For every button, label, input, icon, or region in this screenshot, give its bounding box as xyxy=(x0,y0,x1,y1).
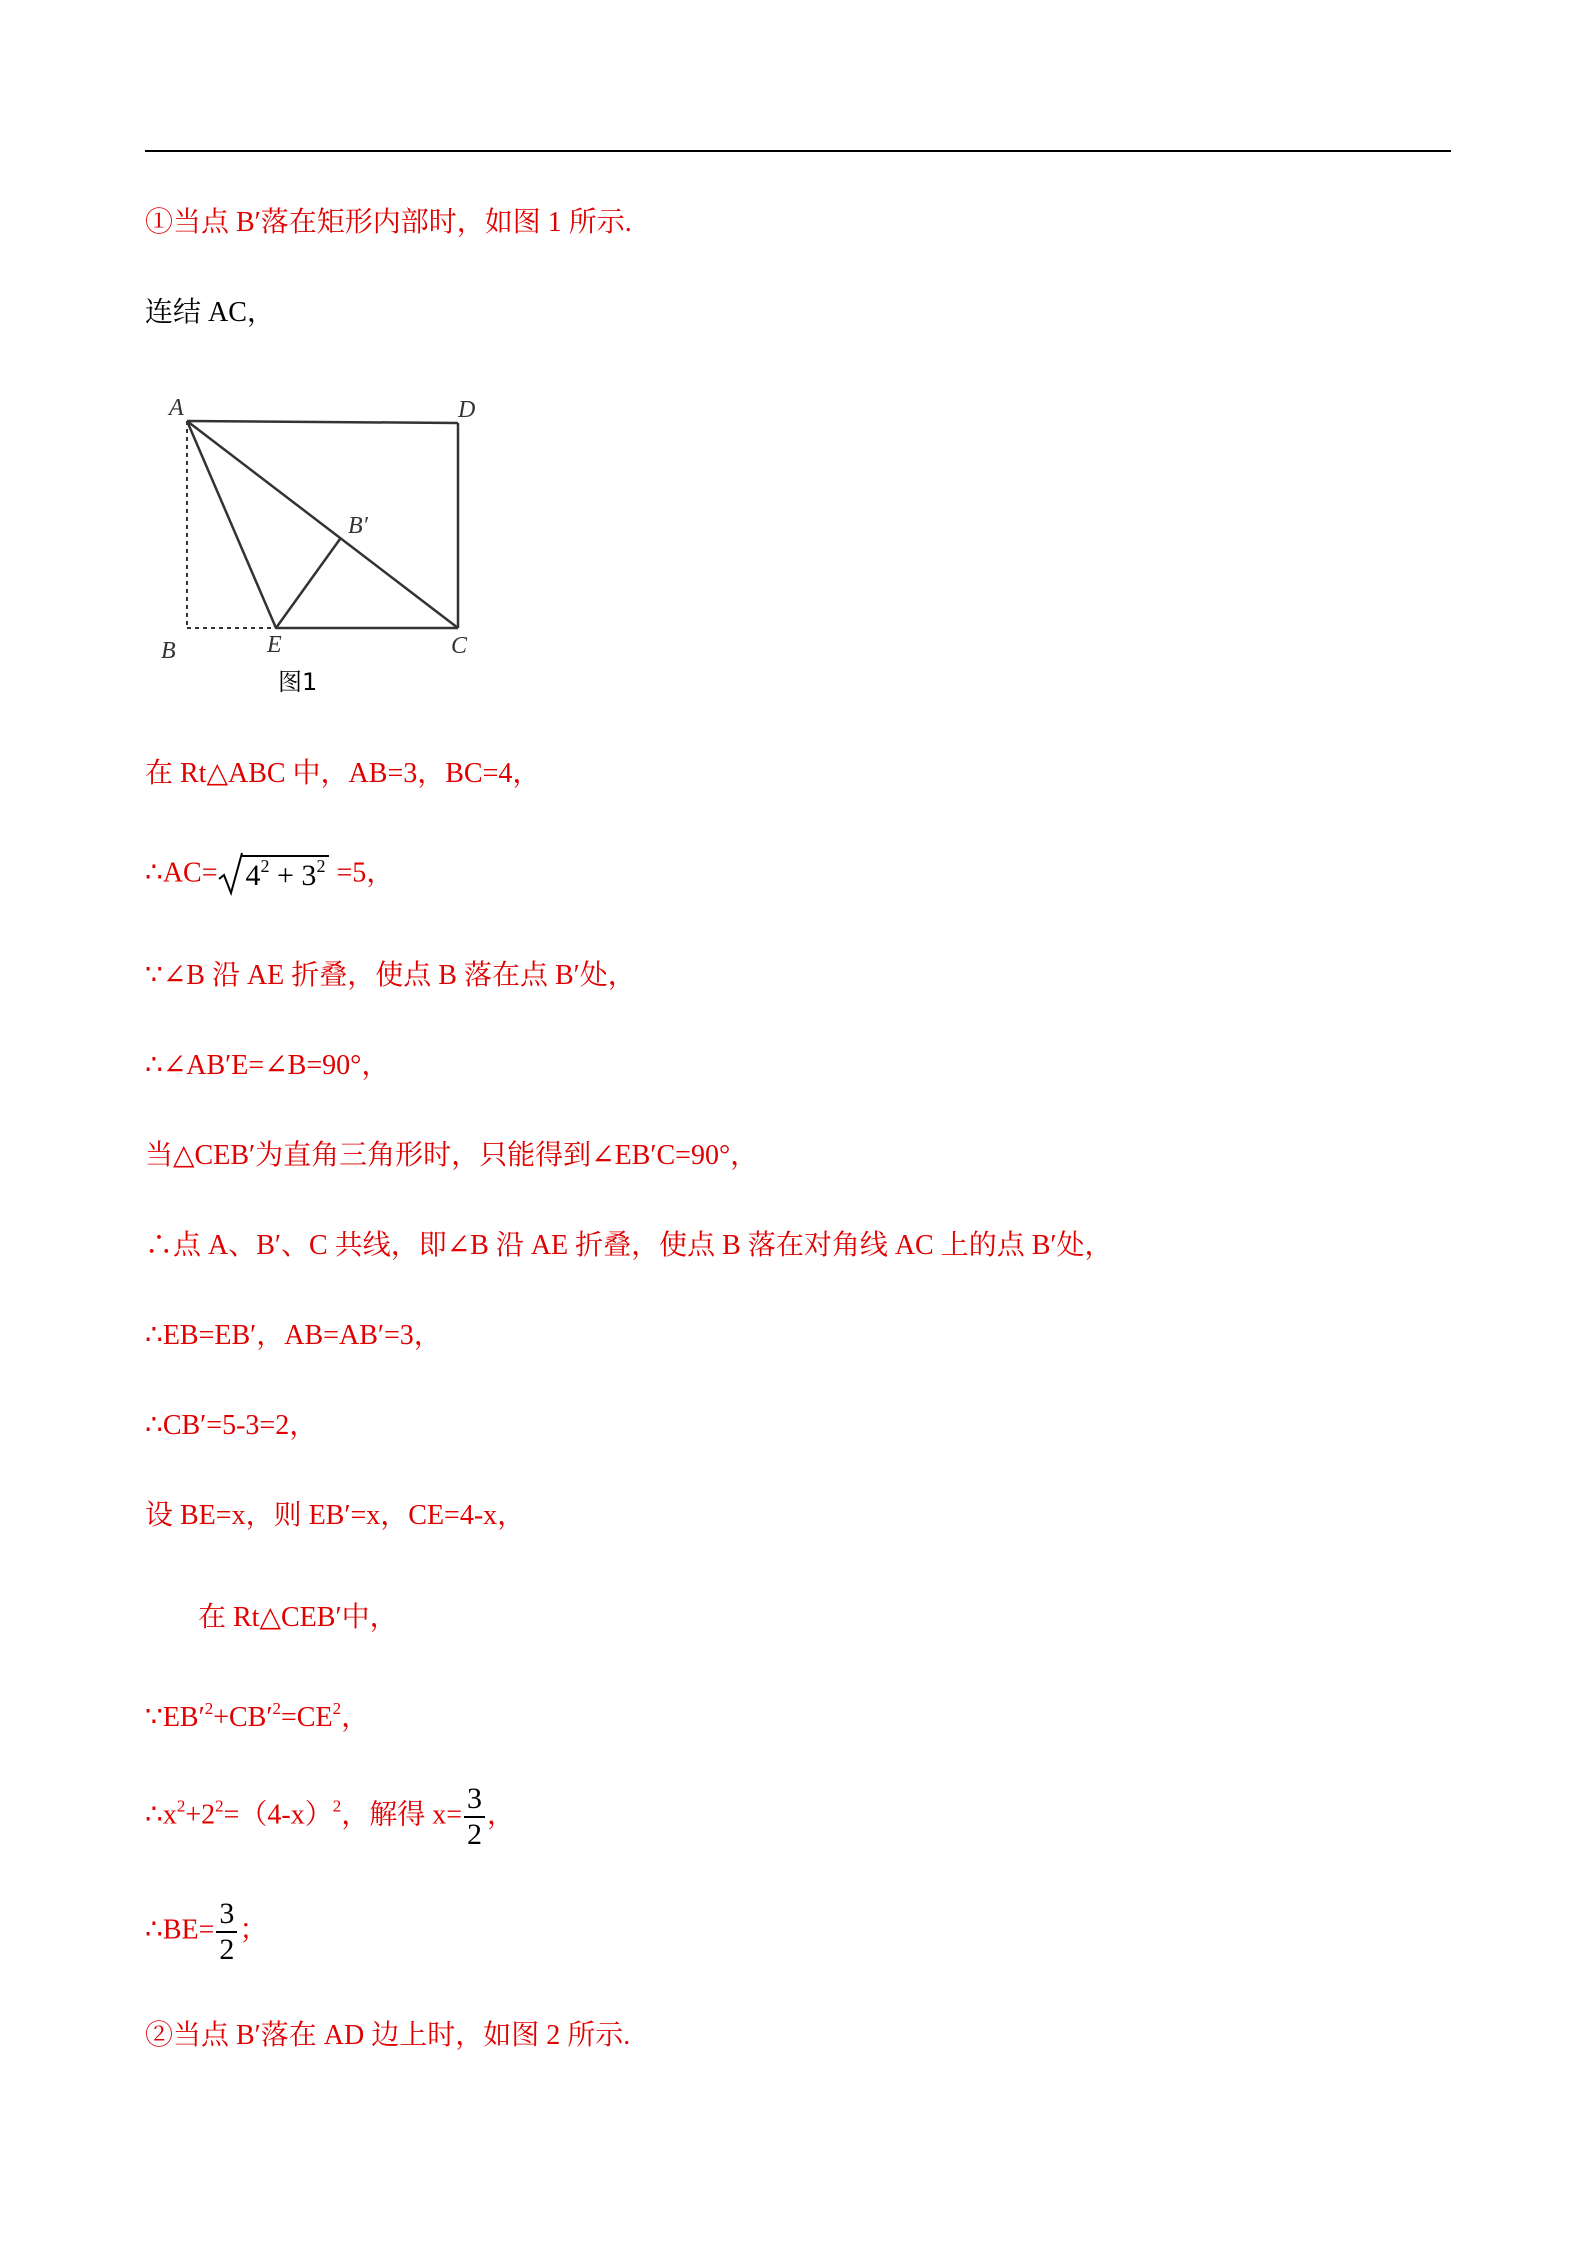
cb-eq-line: ∴CB′=5-3=2， xyxy=(145,1410,318,1441)
ac-prefix: ∴AC= xyxy=(145,857,218,889)
ac-equation xyxy=(145,855,394,895)
label-c: C xyxy=(451,633,468,659)
collinear-line: ∴点 A、B′、C 共线，即∠B 沿 AE 折叠，使点 B 落在对角线 AC 上的点 B′处， xyxy=(145,1230,1113,1261)
ac-suffix: =5， xyxy=(329,857,395,889)
case1-intro: ①当点 B′落在矩形内部时，如图 1 所示. xyxy=(145,207,632,238)
fraction-x: $\frac{3}{2}$ xyxy=(464,1782,485,1852)
in-rt-abc-line: 在 Rt△ABC 中，AB=3，BC=4， xyxy=(145,758,541,789)
figure-1 xyxy=(155,385,500,705)
sqrt-expression: $4^2 + 3^2$ xyxy=(218,855,330,895)
label-b-prime: B′ xyxy=(348,513,368,539)
label-b: B xyxy=(161,638,176,664)
figure-caption: 图1 xyxy=(278,668,318,696)
eb-eq-line: ∴EB=EB′，AB=AB′=3， xyxy=(145,1320,442,1351)
let-be-line: 设 BE=x，则 EB′=x，CE=4-x， xyxy=(145,1500,526,1531)
segment-ae xyxy=(187,421,276,628)
right-triangle-line: 当△CEB′为直角三角形时，只能得到∠EB′C=90°， xyxy=(145,1140,759,1171)
angle-eq-line: ∴∠AB′E=∠B=90°， xyxy=(145,1050,390,1081)
side-ad xyxy=(187,421,458,423)
label-e: E xyxy=(267,632,282,658)
pythagoras-line: $\because EB'^2+CB'^2=CE^2$， xyxy=(145,1699,370,1733)
be-result-line: ∴BE= $\frac{3}{2}$ ； xyxy=(145,1897,268,1966)
header-rule xyxy=(145,150,1451,152)
in-rt-ceb-line: 在 Rt△CEB′中， xyxy=(198,1602,398,1633)
diagonal-ac xyxy=(187,421,458,628)
case2-intro: ②当点 B′落在 AD 边上时，如图 2 所示. xyxy=(145,2020,631,2051)
fraction-be: $\frac{3}{2}$ xyxy=(216,1897,237,1967)
segment-eb-prime xyxy=(276,539,340,628)
label-a: A xyxy=(169,395,184,421)
solve-line: $\therefore x^2+2^2=(4-x)^2$，解得 x= $\frac{3}{2}$ ， xyxy=(145,1782,516,1851)
connect-ac-line: 连结 AC， xyxy=(145,297,275,328)
fold-because-line: ∵∠B 沿 AE 折叠，使点 B 落在点 B′处， xyxy=(145,960,636,991)
label-d: D xyxy=(458,397,476,423)
